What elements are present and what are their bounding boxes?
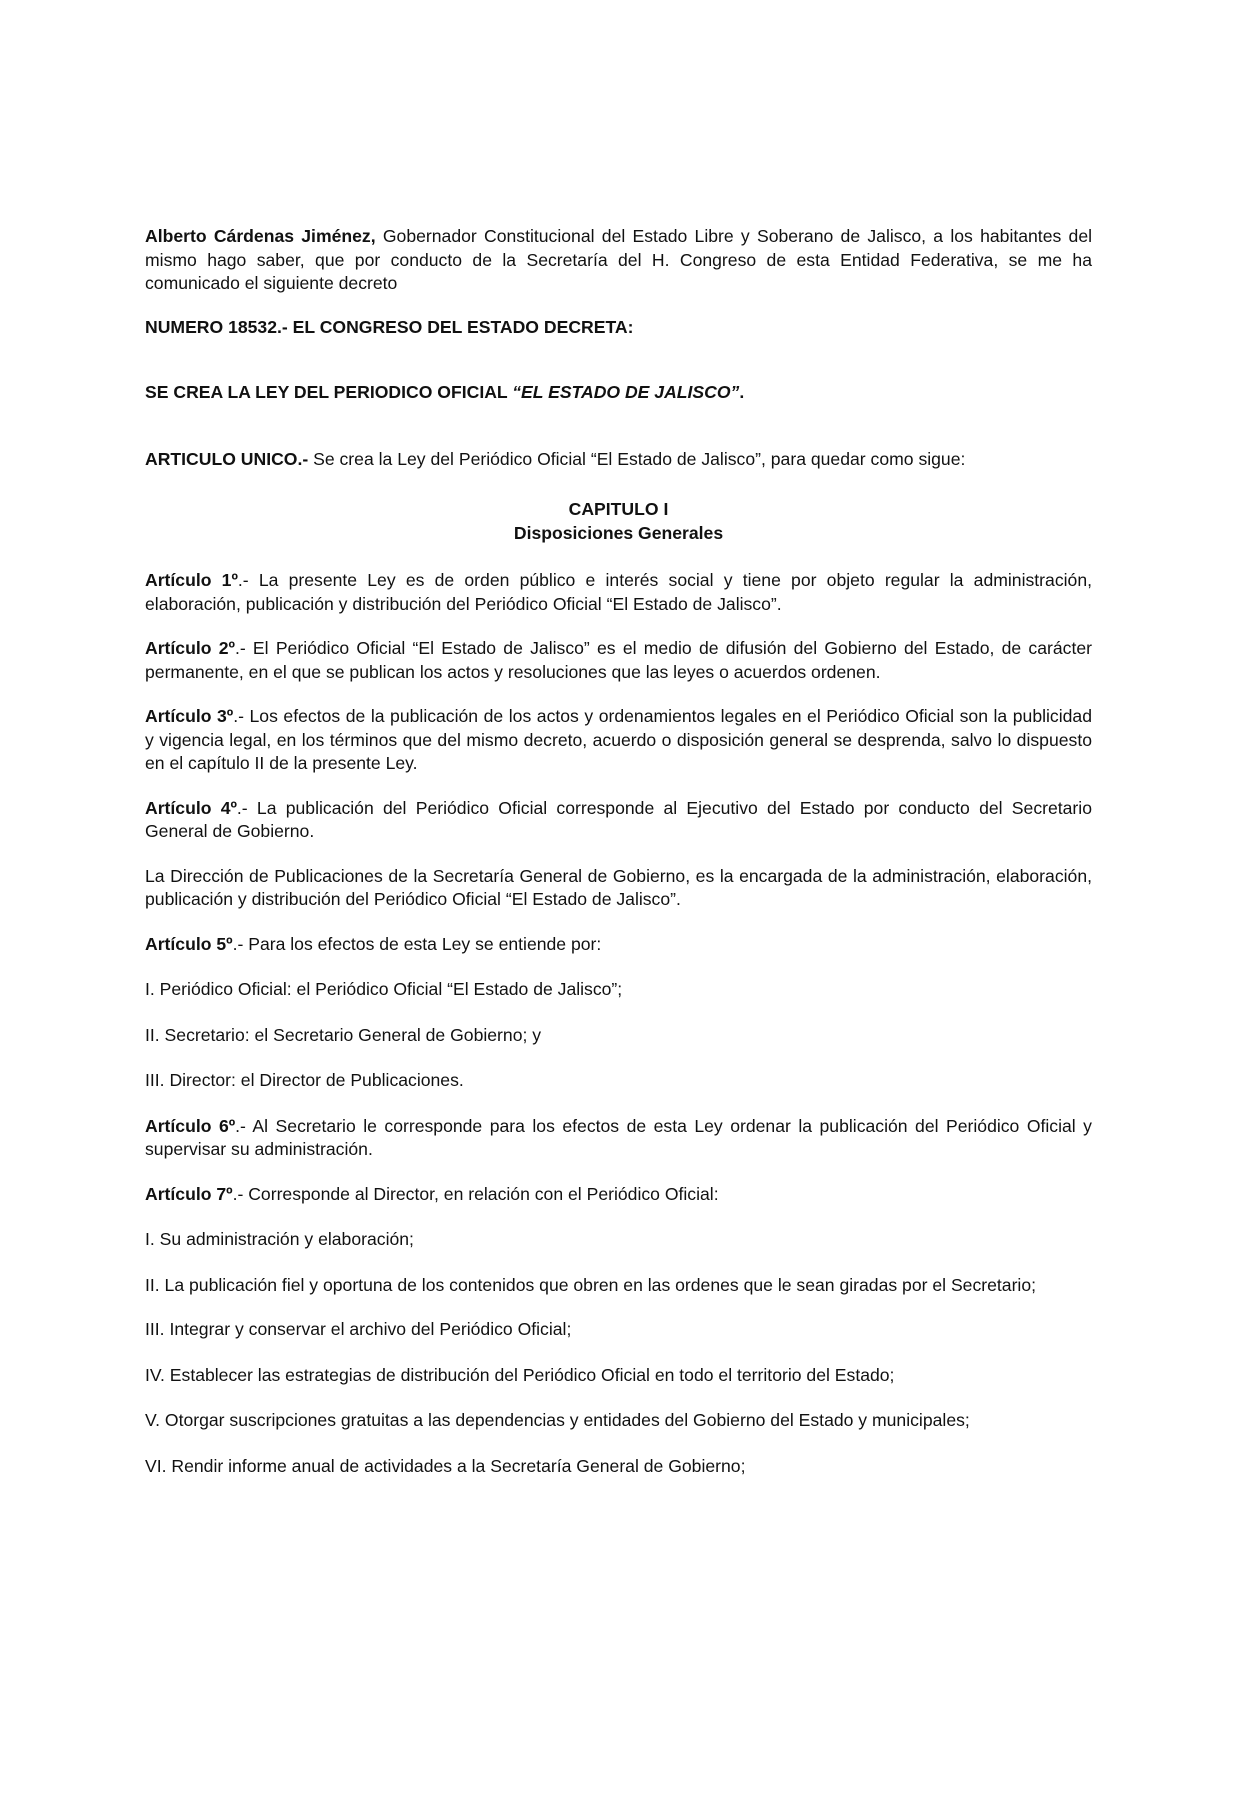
law-title-name: “EL ESTADO DE JALISCO” bbox=[512, 382, 740, 402]
article-7-item-5: V. Otorgar suscripciones gratuitas a las dependencias y entidades del Gobierno del Estado y municipales; bbox=[145, 1410, 970, 1430]
article-7 bbox=[145, 1183, 1092, 1207]
article-5 bbox=[145, 933, 1092, 957]
law-title bbox=[145, 381, 1092, 405]
articulo-unico bbox=[145, 448, 1092, 472]
article-7-label: Artículo 7º bbox=[145, 1183, 233, 1204]
article-3-text: .- Los efectos de la publicación de los actos y ordenamientos legales en el Periódico Oficial son la publicidad y vigencia legal, en los términos que del mismo decreto, acuerdo o disposición general se desprenda, salvo lo dispuesto en el capítulo II de la presente Ley. bbox=[145, 706, 1092, 773]
article-4-text: .- La publicación del Periódico Oficial corresponde al Ejecutivo del Estado por conducto del Secretario General de Gobierno. bbox=[145, 797, 1092, 841]
intro-paragraph bbox=[145, 225, 1092, 296]
law-title-suffix: . bbox=[739, 382, 745, 402]
article-7-item-2: II. La publicación fiel y oportuna de los contenidos que obren en las ordenes que le sean giradas por el Secretario; bbox=[145, 1274, 1037, 1295]
chapter-number: CAPITULO I bbox=[568, 499, 669, 519]
article-5-text: .- Para los efectos de esta Ley se entiende por: bbox=[232, 933, 602, 954]
article-5-label: Artículo 5º bbox=[145, 933, 233, 954]
article-6 bbox=[145, 1115, 1092, 1162]
article-2-text: .- El Periódico Oficial “El Estado de Jalisco” es el medio de difusión del Gobierno del Estado, de carácter permanente, en el que se publican los actos y resoluciones que las leyes o acuerdos ordenen. bbox=[145, 638, 1092, 682]
article-3 bbox=[145, 705, 1092, 776]
article-7-item-6: VI. Rendir informe anual de actividades a la Secretaría General de Gobierno; bbox=[145, 1455, 746, 1476]
governor-name: Alberto Cárdenas Jiménez, bbox=[145, 226, 376, 246]
document-page bbox=[145, 225, 1092, 1478]
article-4-paragraph-2: La Dirección de Publicaciones de la Secretaría General de Gobierno, es la encargada de la administración, elaboración, publicación y distribución del Periódico Oficial “El Estado de Jalisco”. bbox=[145, 865, 1092, 909]
article-6-label: Artículo 6º bbox=[145, 1115, 236, 1136]
article-2-label: Artículo 2º bbox=[145, 638, 235, 658]
article-1-text: .- La presente Ley es de orden público e interés social y tiene por objeto regular la administración, elaboración, publicación y distribución del Periódico Oficial “El Estado de Jalisco”. bbox=[145, 570, 1092, 614]
intro-text: Gobernador Constitucional del Estado Libre y Soberano de Jalisco, a los habitantes del mismo hago saber, que por conducto de la Secretaría del H. Congreso de esta Entidad Federativa, se me ha comunicado el siguiente decreto bbox=[145, 226, 1093, 293]
article-6-text: .- Al Secretario le corresponde para los efectos de esta Ley ordenar la publicación del Periódico Oficial y supervisar su administración. bbox=[145, 1115, 1092, 1159]
article-7-item-1: I. Su administración y elaboración; bbox=[145, 1229, 414, 1249]
article-3-label: Artículo 3º bbox=[145, 706, 234, 726]
article-4-label: Artículo 4º bbox=[145, 797, 237, 818]
articulo-unico-text: Se crea la Ley del Periódico Oficial “El Estado de Jalisco”, para quedar como sigue: bbox=[308, 448, 966, 469]
article-1 bbox=[145, 569, 1092, 616]
article-5-item-1: I. Periódico Oficial: el Periódico Oficial “El Estado de Jalisco”; bbox=[145, 979, 623, 999]
law-title-prefix: SE CREA LA LEY DEL PERIODICO OFICIAL bbox=[145, 382, 513, 402]
articulo-unico-label: ARTICULO UNICO.- bbox=[145, 448, 309, 469]
article-5-item-3: III. Director: el Director de Publicaciones. bbox=[145, 1070, 464, 1090]
article-2 bbox=[145, 637, 1092, 684]
decree-number: NUMERO 18532.- EL CONGRESO DEL ESTADO DECRETA: bbox=[145, 316, 634, 337]
article-5-item-2: II. Secretario: el Secretario General de Gobierno; y bbox=[145, 1024, 542, 1045]
article-7-text: .- Corresponde al Director, en relación con el Periódico Oficial: bbox=[232, 1183, 719, 1204]
article-7-item-4: IV. Establecer las estrategias de distribución del Periódico Oficial en todo el territorio del Estado; bbox=[145, 1364, 895, 1385]
article-1-label: Artículo 1º bbox=[145, 570, 238, 590]
article-7-item-3: III. Integrar y conservar el archivo del Periódico Oficial; bbox=[145, 1319, 572, 1339]
article-4 bbox=[145, 797, 1092, 844]
chapter-name: Disposiciones Generales bbox=[513, 522, 724, 543]
